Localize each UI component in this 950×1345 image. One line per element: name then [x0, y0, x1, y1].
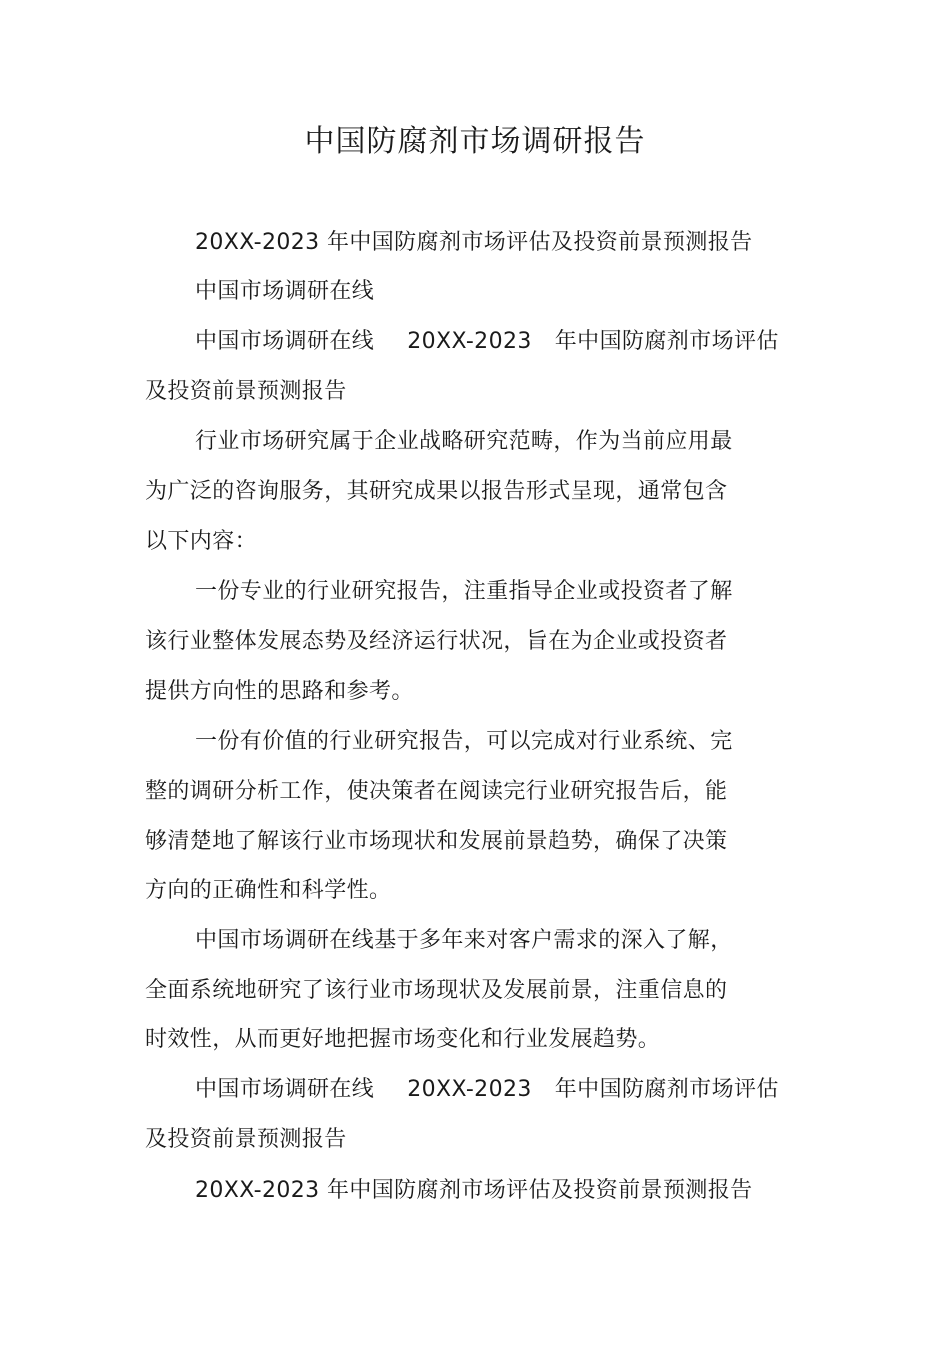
paragraph-3-line-1: 一份有价值的行业研究报告，可以完成对行业系统、完 [195, 729, 733, 754]
paragraph-1-line-3: 以下内容： [145, 529, 258, 554]
closing-years: 20XX-2023 [407, 1077, 532, 1102]
publisher-line: 中国市场调研在线 [195, 279, 375, 304]
closing-publisher: 中国市场调研在线 [195, 1077, 375, 1102]
paragraph-3-line-4: 方向的正确性和科学性。 [145, 878, 392, 903]
paragraph-4-line-2: 全面系统地研究了该行业市场现状及发展前景，注重信息的 [145, 978, 728, 1003]
closing-line [195, 1075, 779, 1105]
paragraph-1-line-1: 行业市场研究属于企业战略研究范畴，作为当前应用最 [195, 429, 733, 454]
intro-report: 年中国防腐剂市场评估 [554, 329, 779, 354]
intro-publisher: 中国市场调研在线 [195, 329, 375, 354]
paragraph-2-line-3: 提供方向性的思路和参考。 [145, 679, 414, 704]
report-title-line: 20XX-2023 年中国防腐剂市场评估及投资前景预测报告 [195, 230, 753, 255]
intro-line [195, 327, 779, 357]
paragraph-3-line-3: 够清楚地了解该行业市场现状和发展前景趋势，确保了决策 [145, 829, 728, 854]
paragraph-2-line-1: 一份专业的行业研究报告，注重指导企业或投资者了解 [195, 579, 733, 604]
paragraph-1-line-2: 为广泛的咨询服务，其研究成果以报告形式呈现，通常包含 [145, 479, 728, 504]
closing-line-continuation: 及投资前景预测报告 [145, 1127, 347, 1152]
paragraph-4-line-1: 中国市场调研在线基于多年来对客户需求的深入了解， [195, 928, 733, 953]
intro-line-continuation: 及投资前景预测报告 [145, 379, 347, 404]
document-title: 中国防腐剂市场调研报告 [304, 124, 646, 159]
paragraph-3-line-2: 整的调研分析工作，使决策者在阅读完行业研究报告后，能 [145, 779, 728, 804]
paragraph-2-line-2: 该行业整体发展态势及经济运行状况，旨在为企业或投资者 [145, 629, 728, 654]
closing-report: 年中国防腐剂市场评估 [554, 1077, 779, 1102]
paragraph-4-line-3: 时效性，从而更好地把握市场变化和行业发展趋势。 [145, 1027, 661, 1052]
intro-years: 20XX-2023 [407, 329, 532, 354]
final-report-title-line: 20XX-2023 年中国防腐剂市场评估及投资前景预测报告 [195, 1178, 753, 1203]
